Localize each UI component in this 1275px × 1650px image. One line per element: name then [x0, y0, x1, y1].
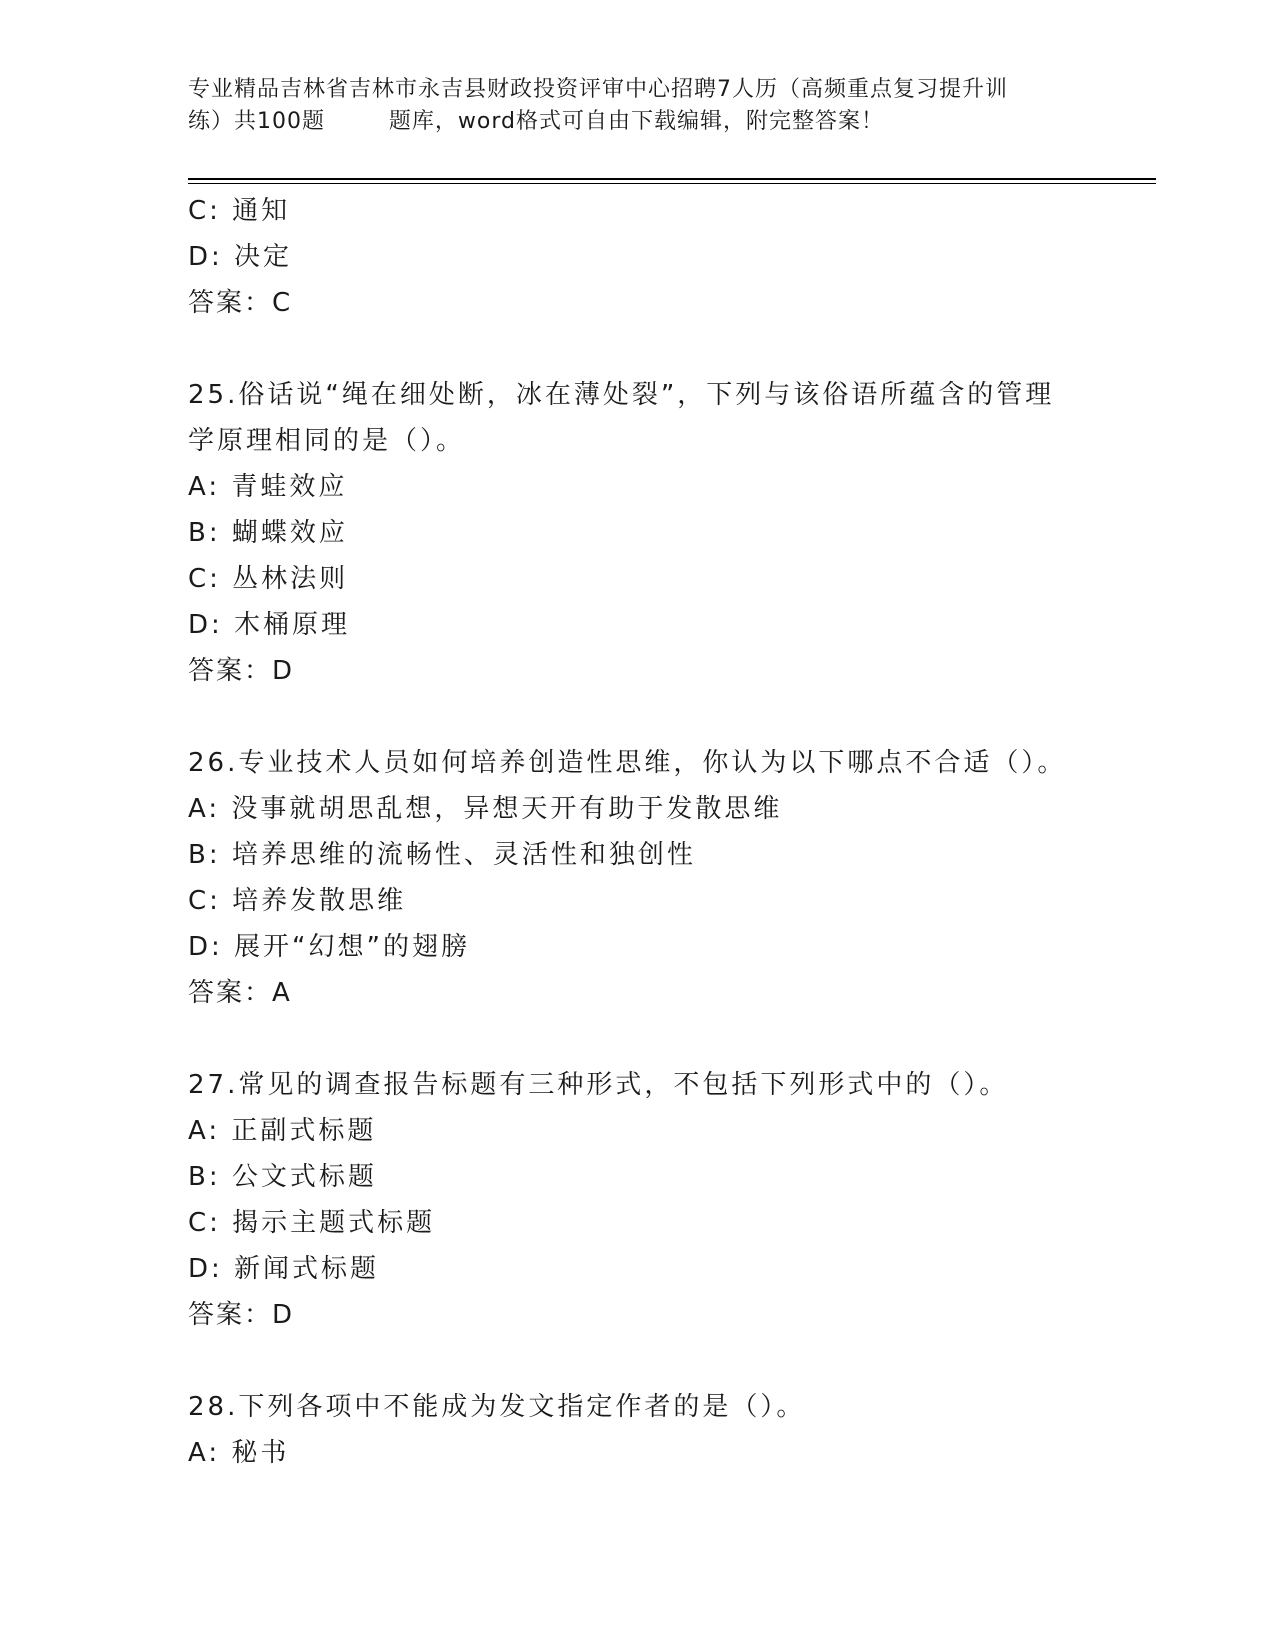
header-title-line-1: 专业精品吉林省吉林市永吉县财政投资评审中心招聘7人历（高频重点复习提升训	[188, 77, 1008, 102]
document-header	[188, 74, 1088, 138]
header-divider-thin	[188, 183, 1156, 184]
question-stem: 26.专业技术人员如何培养创造性思维，你认为以下哪点不合适（）。	[188, 748, 1067, 778]
header-title-line-2: 练）共100题 题库，word格式可自由下载编辑，附完整答案！	[188, 109, 885, 134]
option-d: D: 新闻式标题	[188, 1254, 380, 1284]
answer-line: 答案：A	[188, 978, 292, 1008]
spacer	[188, 1338, 1148, 1384]
option-a: A: 秘书	[188, 1438, 290, 1468]
option-b: B: 培养思维的流畅性、灵活性和独创性	[188, 840, 696, 870]
answer-line: 答案：D	[188, 1300, 295, 1330]
answer-line: 答案：C	[188, 288, 293, 318]
option-d: D: 展开“幻想”的翅膀	[188, 932, 470, 962]
question-stem-continued: 学原理相同的是（）。	[188, 426, 466, 456]
spacer	[188, 694, 1148, 740]
question-24-continuation	[188, 188, 1148, 326]
spacer	[188, 326, 1148, 372]
question-stem: 28.下列各项中不能成为发文指定作者的是（）。	[188, 1392, 806, 1422]
option-b: B: 公文式标题	[188, 1162, 377, 1192]
document-body	[188, 188, 1148, 1476]
option-a: A: 正副式标题	[188, 1116, 377, 1146]
option-b: B: 蝴蝶效应	[188, 518, 348, 548]
question-28	[188, 1384, 1148, 1476]
header-divider-thick	[188, 178, 1156, 180]
question-stem: 27.常见的调查报告标题有三种形式，不包括下列形式中的（）。	[188, 1070, 1009, 1100]
question-27	[188, 1062, 1148, 1338]
option-c: C: 培养发散思维	[188, 886, 407, 916]
option-c: C: 揭示主题式标题	[188, 1208, 436, 1238]
option-d: D: 木桶原理	[188, 610, 351, 640]
answer-line: 答案：D	[188, 656, 295, 686]
option-a: A: 没事就胡思乱想，异想天开有助于发散思维	[188, 794, 783, 824]
spacer	[188, 1016, 1148, 1062]
option-a: A: 青蛙效应	[188, 472, 348, 502]
option-c: C: 通知	[188, 196, 291, 226]
question-25	[188, 372, 1148, 694]
option-c: C: 丛林法则	[188, 564, 349, 594]
question-26	[188, 740, 1148, 1016]
question-stem: 25.俗话说“绳在细处断，冰在薄处裂”，下列与该俗语所蕴含的管理	[188, 380, 1055, 410]
option-d: D: 决定	[188, 242, 293, 272]
